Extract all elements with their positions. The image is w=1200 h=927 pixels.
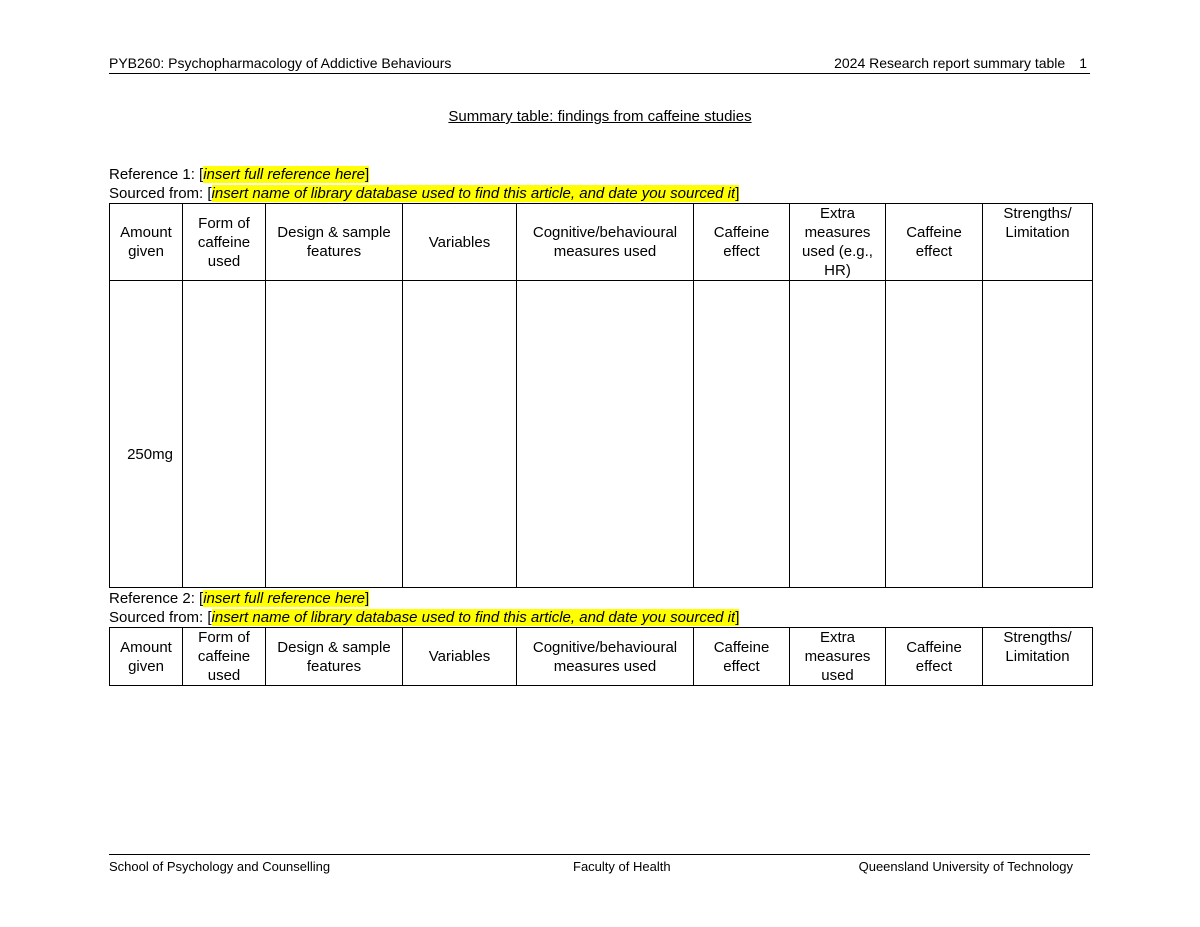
sourced-from-line: Sourced from: [insert name of library database used to find this article, and date you sourced it]: [109, 609, 740, 626]
page-number: 1: [1079, 55, 1087, 71]
reference-line: Reference 1: [insert full reference here]: [109, 166, 370, 183]
page-footer: [109, 854, 1090, 875]
table-row: [110, 281, 1093, 588]
table-cell[interactable]: [183, 281, 266, 588]
source-placeholder[interactable]: insert name of library database used to find this article, and date you sourced it: [211, 185, 736, 202]
course-title: PYB260: Psychopharmacology of Addictive Behaviours: [109, 55, 452, 71]
table-cell[interactable]: [886, 281, 983, 588]
page-header: [109, 54, 1090, 74]
reference-placeholder[interactable]: insert full reference here: [203, 166, 365, 183]
table-cell[interactable]: [517, 281, 694, 588]
source-placeholder[interactable]: insert name of library database used to find this article, and date you sourced it: [211, 609, 736, 626]
column-header: Strengths/ Limitation: [983, 628, 1093, 686]
column-header: Amount given: [110, 628, 183, 686]
amount-value: 250mg: [127, 445, 173, 463]
column-header: Caffeine effect: [694, 204, 790, 281]
column-header: Design & sample features: [266, 204, 403, 281]
column-header: Amount given: [110, 204, 183, 281]
table-cell[interactable]: [790, 281, 886, 588]
column-header: Strengths/ Limitation: [983, 204, 1093, 281]
footer-faculty: Faculty of Health: [573, 859, 671, 874]
table-cell[interactable]: [403, 281, 517, 588]
sourced-from-line: Sourced from: [insert name of library database used to find this article, and date you sourced it]: [109, 185, 740, 202]
table-cell[interactable]: [983, 281, 1093, 588]
table-cell[interactable]: [266, 281, 403, 588]
reference-block-2: [109, 589, 1092, 686]
column-header: Form of caffeine used: [183, 204, 266, 281]
column-header: Caffeine effect: [886, 204, 983, 281]
document-title: Summary table: findings from caffeine studies: [448, 108, 752, 125]
column-header: Caffeine effect: [886, 628, 983, 686]
table-header-row: [110, 628, 1093, 686]
column-header: Form of caffeine used: [183, 628, 266, 686]
reference-block-1: [109, 165, 1092, 588]
header-right: [834, 54, 1087, 73]
column-header: Variables: [403, 628, 517, 686]
column-header: Cognitive/behavioural measures used: [517, 204, 694, 281]
table-header-row: [110, 204, 1093, 281]
reference-line: Reference 2: [insert full reference here]: [109, 590, 370, 607]
column-header: Caffeine effect: [694, 628, 790, 686]
doc-label: 2024 Research report summary table: [834, 55, 1066, 71]
column-header: Variables: [403, 204, 517, 281]
table-cell[interactable]: [694, 281, 790, 588]
table-cell[interactable]: [110, 281, 183, 588]
column-header: Design & sample features: [266, 628, 403, 686]
summary-table-1: [109, 203, 1093, 588]
column-header: Extra measures used: [790, 628, 886, 686]
column-header: Extra measures used (e.g., HR): [790, 204, 886, 281]
footer-university: Queensland University of Technology: [858, 859, 1073, 874]
footer-school: School of Psychology and Counselling: [109, 859, 331, 874]
reference-placeholder[interactable]: insert full reference here: [203, 590, 365, 607]
column-header: Cognitive/behavioural measures used: [517, 628, 694, 686]
summary-table-2: [109, 627, 1093, 686]
